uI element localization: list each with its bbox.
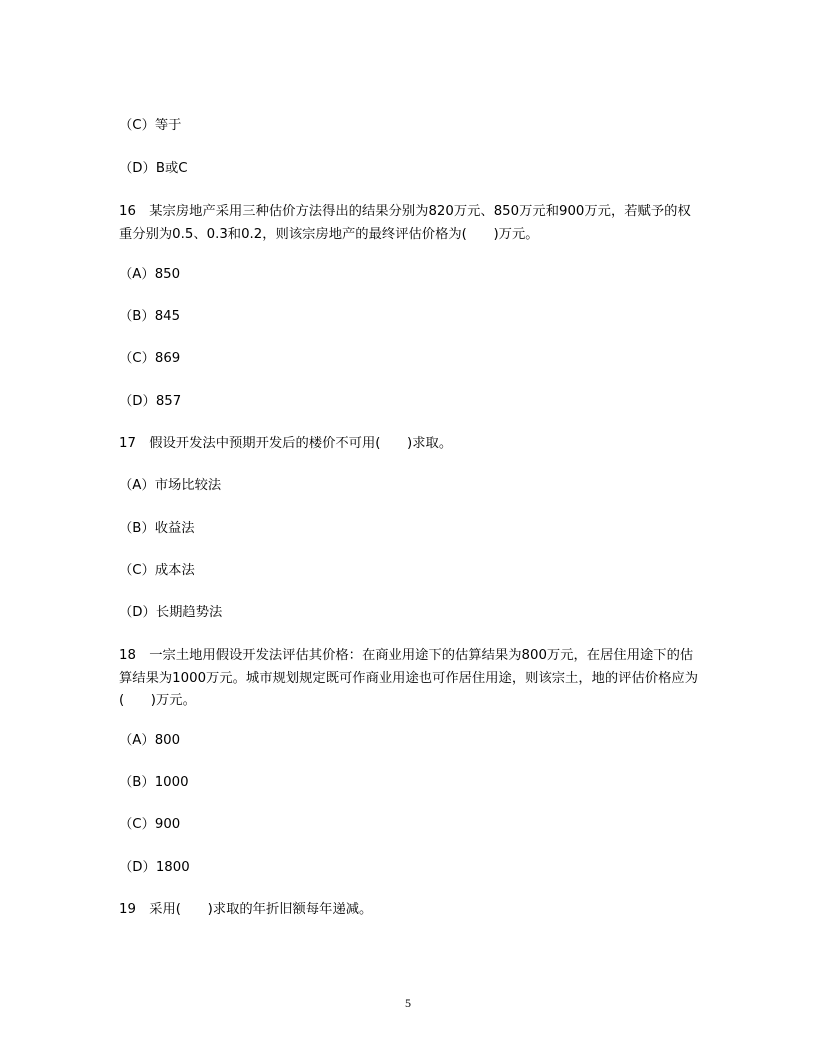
question-18: 18 一宗土地用假设开发法评估其价格：在商业用途下的估算结果为800万元，在居住用途下的估算结果为1000万元。城市规划规定既可作商业用途也可作居住用途，则该宗土，地的评估价格应为( )万元。 — [119, 648, 699, 708]
option-18-a: （A）800 — [119, 733, 181, 748]
option-18-b: （B）1000 — [119, 775, 189, 790]
question-16: 16 某宗房地产采用三种估价方法得出的结果分别为820万元、850万元和900万元，若赋予的权重分别为0.5、0.3和0.2，则该宗房地产的最终评估价格为( )万元。 — [119, 204, 691, 242]
option-15-c: （C）等于 — [119, 118, 182, 133]
option-17-d: （D）长期趋势法 — [119, 605, 223, 620]
option-17-c: （C）成本法 — [119, 563, 195, 578]
option-18-c: （C）900 — [119, 817, 181, 832]
option-16-b: （B）845 — [119, 309, 181, 324]
option-16-d: （D）857 — [119, 394, 182, 409]
option-17-a: （A）市场比较法 — [119, 478, 222, 493]
question-19: 19 采用( )求取的年折旧额每年递减。 — [119, 902, 373, 917]
option-17-b: （B）收益法 — [119, 521, 195, 536]
question-17: 17 假设开发法中预期开发后的楼价不可用( )求取。 — [119, 436, 453, 451]
option-16-a: （A）850 — [119, 267, 181, 282]
option-18-d: （D）1800 — [119, 860, 190, 875]
option-16-c: （C）869 — [119, 351, 181, 366]
page-number: 5 — [405, 996, 411, 1010]
option-15-d: （D）B或C — [119, 161, 188, 176]
